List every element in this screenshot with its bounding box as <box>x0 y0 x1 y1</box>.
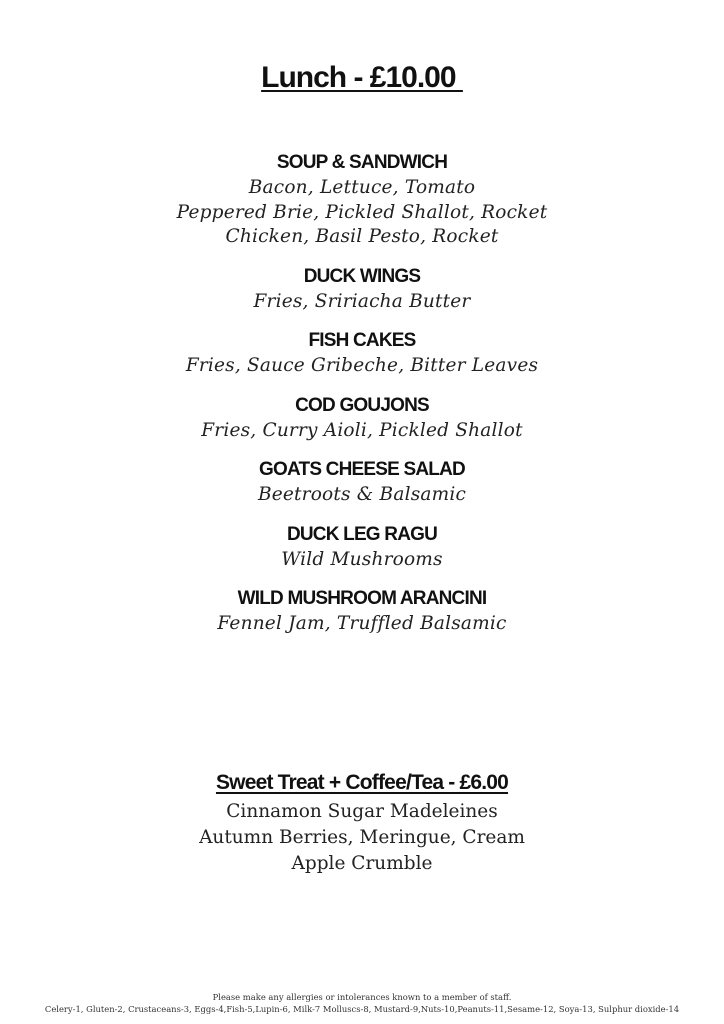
dish-description <box>0 419 724 444</box>
dish-name: WILD MUSHROOM ARANCINI <box>237 588 487 609</box>
dish-name: DUCK WINGS <box>303 265 421 287</box>
dish-name: GOATS CHEESE SALAD <box>259 459 465 480</box>
dessert-item: Autumn Berries, Meringue, Cream <box>199 827 525 848</box>
dish-description-line: Fries, Sauce Gribeche, Bitter Leaves <box>185 355 539 376</box>
dessert-title <box>0 767 724 799</box>
allergy-notice: Please make any allergies or intolerances known to a member of staff. <box>212 992 512 1002</box>
dish-goats-cheese-salad <box>0 457 724 508</box>
dish-description-line: Fries, Sririacha Butter <box>253 290 471 312</box>
dish-name: SOUP & SANDWICH <box>276 152 448 173</box>
lunch-title-text: Lunch - £10.00 <box>261 61 463 94</box>
dessert-item: Cinnamon Sugar Madeleines <box>226 801 498 822</box>
dish-description <box>0 290 724 315</box>
dish-duck-leg-ragu <box>0 522 724 573</box>
dish-description-line: Fennel Jam, Truffled Balsamic <box>217 613 507 634</box>
dessert-items <box>0 799 724 877</box>
dish-description-line: Wild Mushrooms <box>281 548 443 570</box>
dessert-item: Apple Crumble <box>291 853 433 874</box>
dish-description <box>0 483 724 508</box>
dish-description <box>0 354 724 379</box>
dish-cod-goujons <box>0 393 724 444</box>
dish-description <box>0 612 724 637</box>
dessert-section <box>0 767 724 877</box>
dessert-title-text: Sweet Treat + Coffee/Tea - £6.00 <box>215 771 509 794</box>
dish-description <box>0 176 724 250</box>
lunch-title <box>0 58 724 98</box>
dish-description-line: Peppered Brie, Pickled Shallot, Rocket <box>176 201 548 223</box>
dish-name: FISH CAKES <box>308 330 416 351</box>
dish-description <box>0 548 724 573</box>
dish-duck-wings <box>0 264 724 315</box>
dish-soup-sandwich <box>0 150 724 250</box>
dish-description-line: Fries, Curry Aioli, Pickled Shallot <box>201 419 523 441</box>
dish-description-line: Beetroots & Balsamic <box>257 484 467 505</box>
dish-description-line: Chicken, Basil Pesto, Rocket <box>225 226 499 247</box>
dish-fish-cakes <box>0 328 724 379</box>
dish-description-line: Bacon, Lettuce, Tomato <box>248 177 476 198</box>
dish-name: COD GOUJONS <box>295 394 429 416</box>
dish-wild-mushroom-arancini <box>0 586 724 637</box>
allergen-list: Celery-1, Gluten-2, Crustaceans-3, Eggs-4,Fish-5,Lupin-6, Milk-7 Molluscs-8, Mustard-9,Nuts-10,Peanuts-11,Sesame-12, Soya-13, Sulphur dioxide-14 <box>44 1004 680 1014</box>
dish-name: DUCK LEG RAGU <box>286 523 438 545</box>
lunch-menu <box>0 150 724 651</box>
allergen-footer <box>0 991 724 1015</box>
